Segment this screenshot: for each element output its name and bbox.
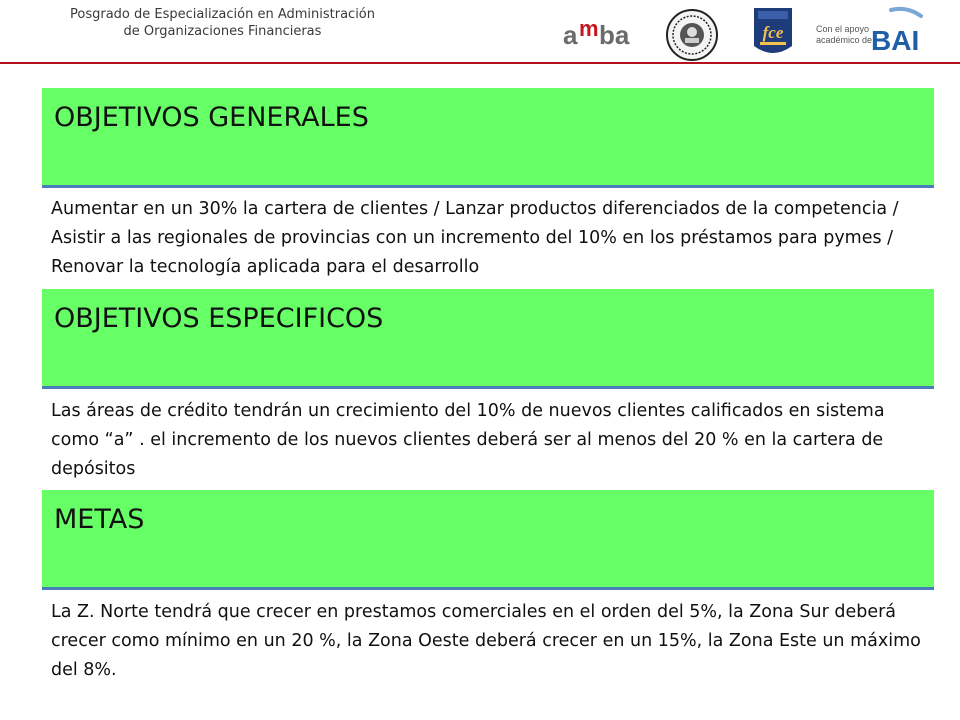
svg-text:a: a (563, 20, 578, 50)
section-bar-objetivos-especificos (42, 289, 934, 389)
slide-header (0, 0, 960, 64)
section-title: OBJETIVOS GENERALES (54, 102, 369, 133)
svg-text:BAI: BAI (871, 25, 920, 54)
section-bar-metas (42, 490, 934, 590)
program-title-line-1: Posgrado de Especialización en Administración (70, 7, 375, 22)
fce-logo (752, 6, 794, 60)
svg-text:fce: fce (762, 23, 784, 42)
svg-text:m: m (579, 16, 599, 41)
section-body-objetivos-generales: Aumentar en un 30% la cartera de clientes / Lanzar productos diferenciados de la competencia / Asistir a las regionales de provincias con un incremento del 10% en los préstamos para pymes / Renovar la tecnología aplicada para el desarrollo (51, 199, 899, 277)
program-title-line-2: de Organizaciones Financieras (123, 24, 322, 39)
university-seal-logo (665, 8, 719, 62)
bai-logo (814, 6, 924, 54)
bai-caption: Con el apoyo académico de (816, 24, 873, 45)
section-title: METAS (54, 504, 145, 535)
section-bar-objetivos-generales (42, 88, 934, 188)
amba-logo (563, 14, 635, 50)
section-body-objetivos-especificos: Las áreas de crédito tendrán un crecimiento del 10% de nuevos clientes calificados en sistema como “a” . el incremento de los nuevos clientes deberá ser al menos del 20 % en la cartera de depósitos (51, 401, 885, 479)
program-title (0, 6, 445, 40)
section-title: OBJETIVOS ESPECIFICOS (54, 303, 384, 334)
header-divider (0, 62, 960, 64)
svg-text:ba: ba (599, 20, 630, 50)
section-body-metas: La Z. Norte tendrá que crecer en prestamos comerciales en el orden del 5%, la Zona Sur deberá crecer como mínimo en un 20 %, la Zona Oeste deberá crecer en un 15%, la Zona Este un máximo del 8%. (51, 602, 921, 680)
